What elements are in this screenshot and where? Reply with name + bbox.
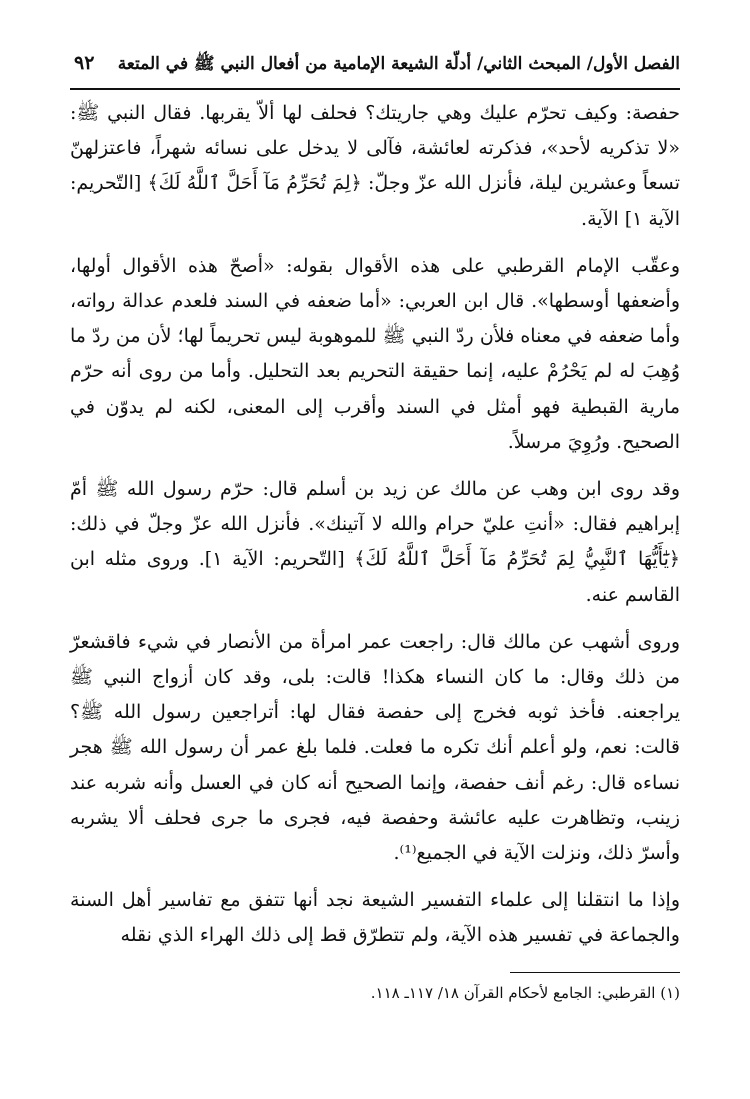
paragraph-2: وعقّب الإمام القرطبي على هذه الأقوال بقوله: «أصحّ هذه الأقوال أولها، وأضعفها أوسطها». قال ابن العربي: «أما ضعفه في السند فلعدم عدالة رواته، وأما ضعفه في معناه فلأن ردّ النبي ﷺ للموهوبة ليس تحريماً لها؛ لأن من ردّ ما وُهِبَ له لم يَحْرُمْ عليه، إنما حقيقة التحريم بعد التحليل. وأما من روى أنه حرّم مارية القبطية فهو أمثل في السند وأقرب إلى المعنى، لكنه لم يدوّن في الصحيح. ورُوِيَ مرسلاً. — [70, 254, 680, 453]
page-number: ٩٢ — [74, 52, 95, 74]
paragraph-5: وإذا ما انتقلنا إلى علماء التفسير الشيعة نجد أنها تتفق مع تفاسير أهل السنة والجماعة في تفسير هذه الآية، ولم تتطرّق قط إلى ذلك الهراء الذي نقله — [70, 889, 680, 947]
book-page — [70, 52, 680, 1052]
running-header — [70, 52, 680, 90]
footnote-divider — [510, 972, 680, 973]
footnote: (١) القرطبي: الجامع لأحكام القرآن ١٨/ ١١٧ـ ١١٨. — [370, 983, 680, 1002]
paragraph-3: وقد روى ابن وهب عن مالك عن زيد بن أسلم قال: حرّم رسول الله ﷺ أمّ إبراهيم فقال: «أنتِ عليّ حرام والله لا آتينك». فأنزل الله عزّ وجلّ في ذلك: ﴿يَٰٓأَيُّهَا ٱلنَّبِيُّ لِمَ تُحَرِّمُ مَآ أَحَلَّ ٱللَّهُ لَكَ﴾ [التّحريم: الآية ١]. وروى مثله ابن القاسم عنه. — [70, 478, 681, 606]
paragraph-1: حفصة: وكيف تحرّم عليك وهي جاريتك؟ فحلف لها ألاّ يقربها. فقال النبي ﷺ: «لا تذكريه لأحد»، فذكرته لعائشة، فآلى لا يدخل على نسائه شهراً، فاعتزلهنّ تسعاً وعشرين ليلة، فأنزل الله عزّ وجلّ: ﴿لِمَ تُحَرِّمُ مَآ أَحَلَّ ٱللَّهُ لَكَ﴾ [التّحريم: الآية ١] الآية. — [70, 102, 680, 230]
header-title: الفصل الأول/ المبحث الثاني/ أدلّة الشيعة الإمامية من أفعال النبي ﷺ في المتعة — [117, 54, 680, 74]
body-text — [70, 96, 680, 954]
paragraph-4: وروى أشهب عن مالك قال: راجعت عمر امرأة من الأنصار في شيء فاقشعرّ من ذلك وقال: ما كان النساء هكذا! قالت: بلى، وقد كان أزواج النبي ﷺ يراجعنه. فأخذ ثوبه فخرج إلى حفصة فقال لها: أتراجعين رسول الله ﷺ؟ قالت: نعم، ولو أعلم أنك تكره ما فعلت. فلما بلغ عمر أن رسول الله ﷺ هجر نساءه قال: رغم أنف حفصة، وإنما الصحيح أنه كان في العسل وأنه شربه عند زينب، وتظاهرت عليه عائشة وحفصة فيه، فجرى ما جرى فحلف ألا يشربه وأسرّ ذلك، ونزلت الآية في الجميع⁽¹⁾. — [70, 630, 680, 865]
